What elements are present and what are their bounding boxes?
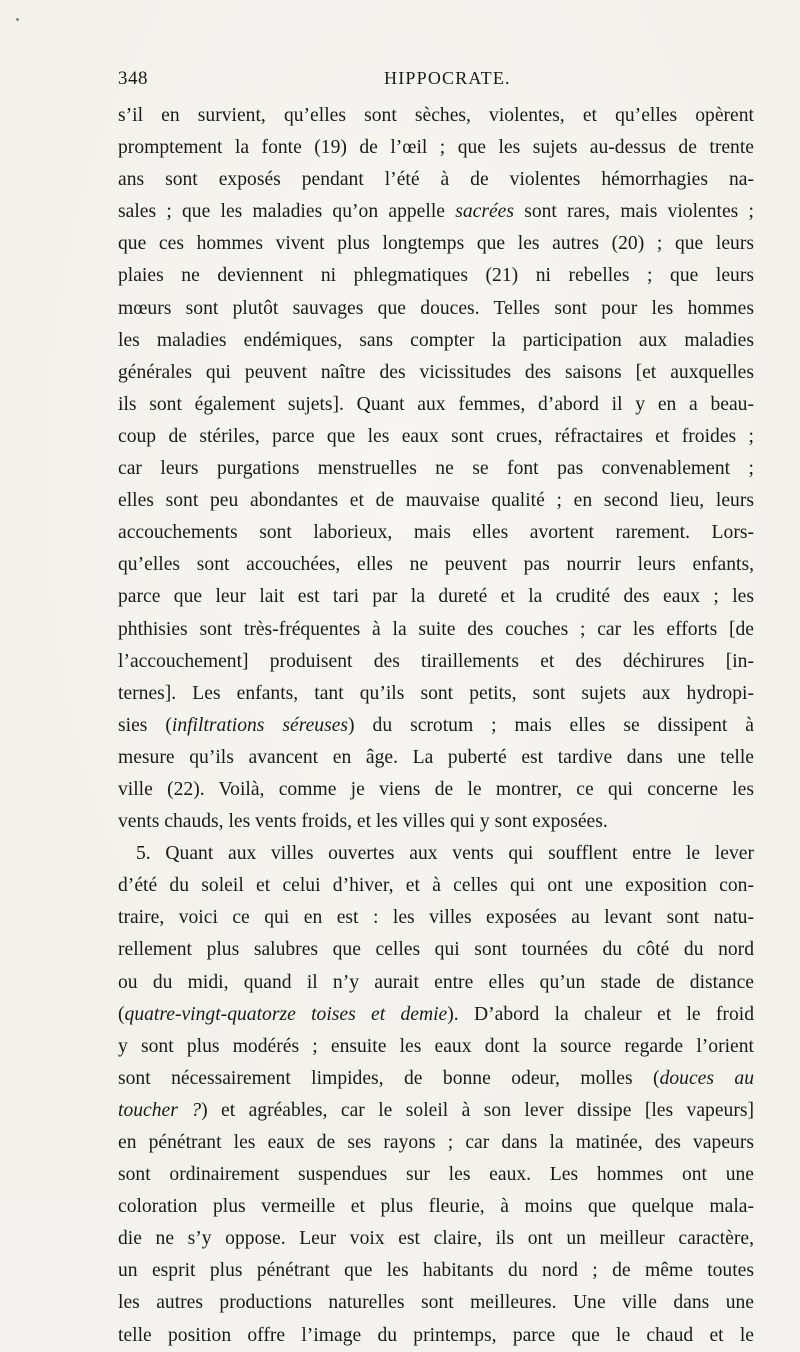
text-segment: traire, voici ce qui en est : les villes exposées au levant sont natu- (118, 907, 754, 929)
text-line (118, 646, 754, 678)
text-segment: l’accouchement] produisent des tiraillements et des déchirures [in- (118, 650, 754, 672)
text-line (118, 325, 754, 357)
text-line (118, 100, 754, 132)
text-segment: coup de stériles, parce que les eaux sont crues, réfractaires et froides ; (118, 425, 754, 447)
text-line (118, 806, 754, 838)
italic-segment: toucher ? (118, 1099, 202, 1121)
text-segment: rellement plus salubres que celles qui sont tournées du côté du nord (118, 939, 754, 961)
text-segment: die ne s’y oppose. Leur voix est claire, ils ont un meilleur caractère, (118, 1228, 754, 1250)
text-segment: sies ( (118, 714, 172, 736)
text-segment: ). D’abord la chaleur et le froid (447, 1003, 754, 1025)
text-segment: ans sont exposés pendant l’été à de violentes hémorrhagies na- (118, 169, 754, 191)
text-line (118, 1191, 754, 1223)
text-line (118, 934, 754, 966)
text-line (118, 742, 754, 774)
text-line (118, 357, 754, 389)
text-segment: générales qui peuvent naître des vicissitudes des saisons [et auxquelles (118, 361, 754, 383)
text-line (118, 1095, 754, 1127)
text-segment: elles sont peu abondantes et de mauvaise qualité ; en second lieu, leurs (118, 490, 754, 512)
text-line (118, 164, 754, 196)
text-segment: ternes]. Les enfants, tant qu’ils sont petits, sont sujets aux hydropi- (118, 682, 754, 704)
italic-segment: quatre-vingt-quatorze toises et demie (124, 1003, 448, 1025)
text-segment: plaies ne deviennent ni phlegmatiques (21) ni rebelles ; que leurs (118, 265, 754, 287)
text-line (118, 678, 754, 710)
text-segment: s’il en survient, qu’elles sont sèches, violentes, et qu’elles opèrent (118, 105, 754, 126)
text-segment: ) et agréables, car le soleil à son lever dissipe [les vapeurs] (201, 1099, 754, 1121)
text-segment: mœurs sont plutôt sauvages que douces. Telles sont pour les hommes (118, 297, 754, 319)
text-line (118, 132, 754, 164)
text-segment: mesure qu’ils avancent en âge. La puberté est tardive dans une telle (118, 746, 754, 768)
italic-segment: sacrées (455, 201, 514, 223)
text-line (118, 517, 754, 549)
text-segment: d’été du soleil et celui d’hiver, et à celles qui ont une exposition con- (118, 875, 754, 897)
text-line (118, 421, 754, 453)
text-line (118, 1255, 754, 1287)
text-segment: ( (118, 1003, 125, 1025)
text-segment: ou du midi, quand il n’y aurait entre elles qu’un stade de distance (118, 971, 754, 993)
text-segment: un esprit plus pénétrant que les habitants du nord ; de même toutes (118, 1260, 754, 1282)
text-line (118, 581, 754, 613)
text-line (118, 902, 754, 934)
text-line (118, 710, 754, 742)
text-segment: sont rares, mais violentes ; (513, 201, 754, 223)
text-segment: qu’elles sont accouchées, elles ne peuvent pas nourrir leurs enfants, (118, 554, 754, 576)
text-segment: coloration plus vermeille et plus fleurie, à moins que quelque mala- (118, 1196, 754, 1218)
text-segment: parce que leur lait est tari par la dureté et la crudité des eaux ; les (118, 586, 754, 608)
text-segment: telle position offre l’image du printemps, parce que le chaud et le (118, 1324, 754, 1346)
scan-speck (16, 18, 19, 21)
text-segment: 5. Quant aux villes ouvertes aux vents qui soufflent entre le lever (136, 843, 754, 865)
text-segment: que ces hommes vivent plus longtemps que les autres (20) ; que leurs (118, 233, 754, 255)
text-line (118, 999, 754, 1031)
text-line (118, 549, 754, 581)
text-segment: y sont plus modérés ; ensuite les eaux dont la source regarde l’orient (118, 1035, 754, 1057)
text-segment: sont ordinairement suspendues sur les eaux. Les hommes ont une (118, 1164, 754, 1186)
text-line (118, 838, 754, 870)
text-line (118, 1063, 754, 1095)
text-line (118, 1223, 754, 1255)
text-line (118, 260, 754, 292)
text-segment: vents chauds, les vents froids, et les villes qui y sont exposées. (118, 811, 608, 833)
text-line (118, 1320, 754, 1352)
text-line (118, 485, 754, 517)
text-segment: sales ; que les maladies qu’on appelle (118, 201, 456, 223)
page-header (118, 68, 738, 98)
text-segment: accouchements sont laborieux, mais elles avortent rarement. Lors- (118, 522, 754, 544)
italic-segment: infiltrations séreuses (171, 714, 349, 736)
text-segment: ville (22). Voilà, comme je viens de le montrer, ce qui concerne les (118, 778, 754, 800)
text-segment: les maladies endémiques, sans compter la participation aux maladies (118, 329, 754, 351)
text-line (118, 774, 754, 806)
text-segment: ils sont également sujets]. Quant aux femmes, d’abord il y en a beau- (118, 393, 754, 415)
italic-segment: douces au (659, 1067, 755, 1089)
text-segment: ) du scrotum ; mais elles se dissipent à (348, 714, 754, 736)
text-line (118, 453, 754, 485)
text-segment: sont nécessairement limpides, de bonne odeur, molles ( (118, 1067, 660, 1089)
text-line (118, 293, 754, 325)
running-title: HIPPOCRATE. (384, 68, 511, 88)
text-line (118, 1287, 754, 1319)
text-segment: promptement la fonte (19) de l’œil ; que les sujets au-dessus de trente (118, 137, 754, 159)
text-line (118, 870, 754, 902)
text-line (118, 614, 754, 646)
text-segment: en pénétrant les eaux de ses rayons ; car dans la matinée, des vapeurs (118, 1132, 754, 1153)
text-line (118, 228, 754, 260)
text-segment: phthisies sont très-fréquentes à la suite des couches ; car les efforts [de (118, 618, 754, 640)
text-line (118, 967, 754, 999)
text-line (118, 1127, 754, 1159)
text-line (118, 389, 754, 421)
text-line (118, 1159, 754, 1191)
body-text (118, 100, 754, 1352)
page-number: 348 (118, 68, 148, 89)
text-segment: les autres productions naturelles sont meilleures. Une ville dans une (118, 1292, 754, 1314)
text-line (118, 1031, 754, 1063)
text-segment: car leurs purgations menstruelles ne se font pas convenablement ; (118, 458, 754, 480)
text-line (118, 196, 754, 228)
